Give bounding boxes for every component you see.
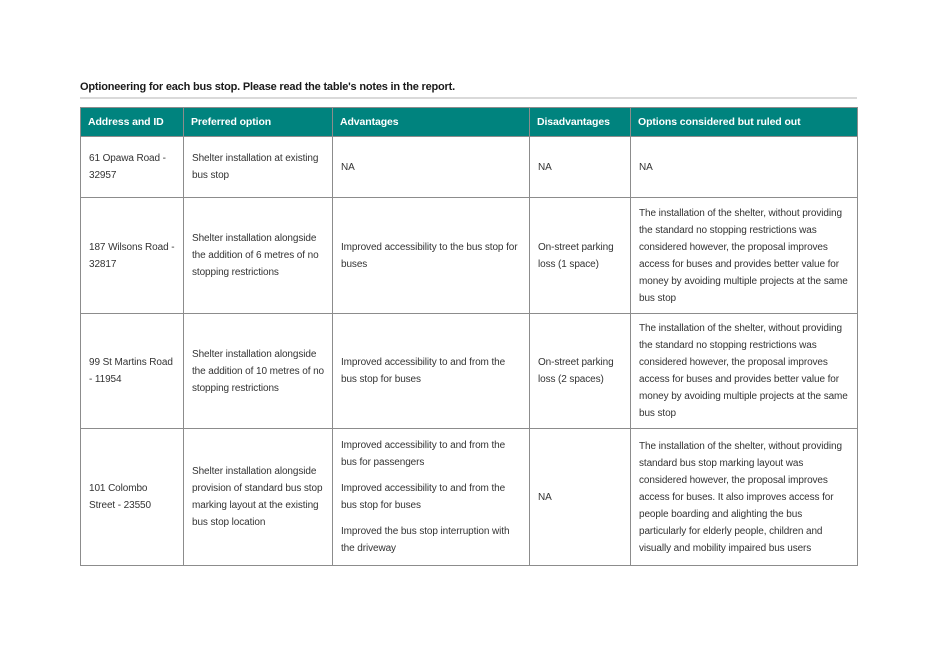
cell-disadvantages-text: On-street parking loss (1 space) [538, 241, 614, 270]
column-header-ruled-out: Options considered but ruled out [631, 108, 858, 137]
title-divider [80, 97, 857, 99]
cell-ruled-out [631, 429, 858, 566]
cell-advantages-text: Improved accessibility to and from the bus stop for buses [341, 357, 506, 385]
column-header-address: Address and ID [81, 108, 184, 137]
cell-ruled-out-text: The installation of the shelter, without providing standard bus stop marking layout was considered however, the proposal improves access for buses. It also improves access for people boarding and alighting the bus particularly for elderly people, children and visually and mobility impaired bus users [639, 440, 842, 554]
cell-preferred-option [184, 198, 333, 314]
cell-advantages [333, 198, 530, 314]
cell-disadvantages-text: NA [538, 161, 552, 173]
cell-address-text: 61 Opawa Road - 32957 [89, 153, 166, 181]
cell-advantages [333, 429, 530, 566]
cell-disadvantages [530, 137, 631, 198]
cell-address-text: 99 St Martins Road - 11954 [89, 357, 173, 385]
page-title: Optioneering for each bus stop. Please read the table's notes in the report. [80, 81, 455, 93]
cell-preferred-option-text: Shelter installation at existing bus stop [192, 153, 319, 181]
cell-advantages-text: Improved accessibility to and from the bus stop for buses [341, 483, 506, 511]
cell-preferred-option-text: Shelter installation alongside provision of standard bus stop marking layout at the existing bus stop location [192, 466, 323, 528]
column-header-advantages: Advantages [333, 108, 530, 137]
cell-advantages-text: NA [341, 161, 355, 173]
optioneering-table [80, 107, 858, 566]
cell-advantages-text: Improved accessibility to the bus stop for buses [341, 241, 518, 270]
table-row [81, 137, 858, 198]
cell-preferred-option-text: Shelter installation alongside the addition of 6 metres of no stopping restrictions [192, 233, 319, 278]
column-header-preferred-option: Preferred option [184, 108, 333, 137]
table-row [81, 429, 858, 566]
cell-address [81, 314, 184, 429]
table-row [81, 198, 858, 314]
cell-address [81, 429, 184, 566]
cell-ruled-out-text: The installation of the shelter, without providing the standard no stopping restrictions was considered however, the proposal improves access for buses and provides better value for money by avoiding multiple projects at the same bus stop [639, 207, 848, 304]
cell-address [81, 198, 184, 314]
cell-address-text: 101 Colombo Street - 23550 [89, 483, 151, 511]
cell-advantages-text: Improved the bus stop interruption with the driveway [341, 526, 510, 554]
cell-ruled-out-text: The installation of the shelter, without providing the standard no stopping restrictions was considered however, the proposal improves access for buses and provides better value for money by avoiding multiple projects at the same bus stop [639, 323, 848, 419]
cell-disadvantages-text: On-street parking loss (2 spaces) [538, 357, 614, 385]
cell-address-text: 187 Wilsons Road - 32817 [89, 241, 175, 270]
cell-ruled-out-text: NA [639, 161, 653, 173]
cell-disadvantages [530, 429, 631, 566]
header-row [81, 108, 858, 137]
cell-preferred-option [184, 137, 333, 198]
cell-ruled-out [631, 198, 858, 314]
cell-preferred-option-text: Shelter installation alongside the addition of 10 metres of no stopping restrictions [192, 348, 324, 394]
cell-preferred-option [184, 314, 333, 429]
cell-preferred-option [184, 429, 333, 566]
cell-advantages-text: Improved accessibility to and from the bus for passengers [341, 440, 506, 468]
cell-disadvantages-text: NA [538, 491, 552, 503]
cell-ruled-out [631, 137, 858, 198]
cell-advantages [333, 314, 530, 429]
cell-ruled-out [631, 314, 858, 429]
cell-advantages [333, 137, 530, 198]
table-row [81, 314, 858, 429]
cell-disadvantages [530, 314, 631, 429]
cell-address [81, 137, 184, 198]
column-header-disadvantages: Disadvantages [530, 108, 631, 137]
cell-disadvantages [530, 198, 631, 314]
